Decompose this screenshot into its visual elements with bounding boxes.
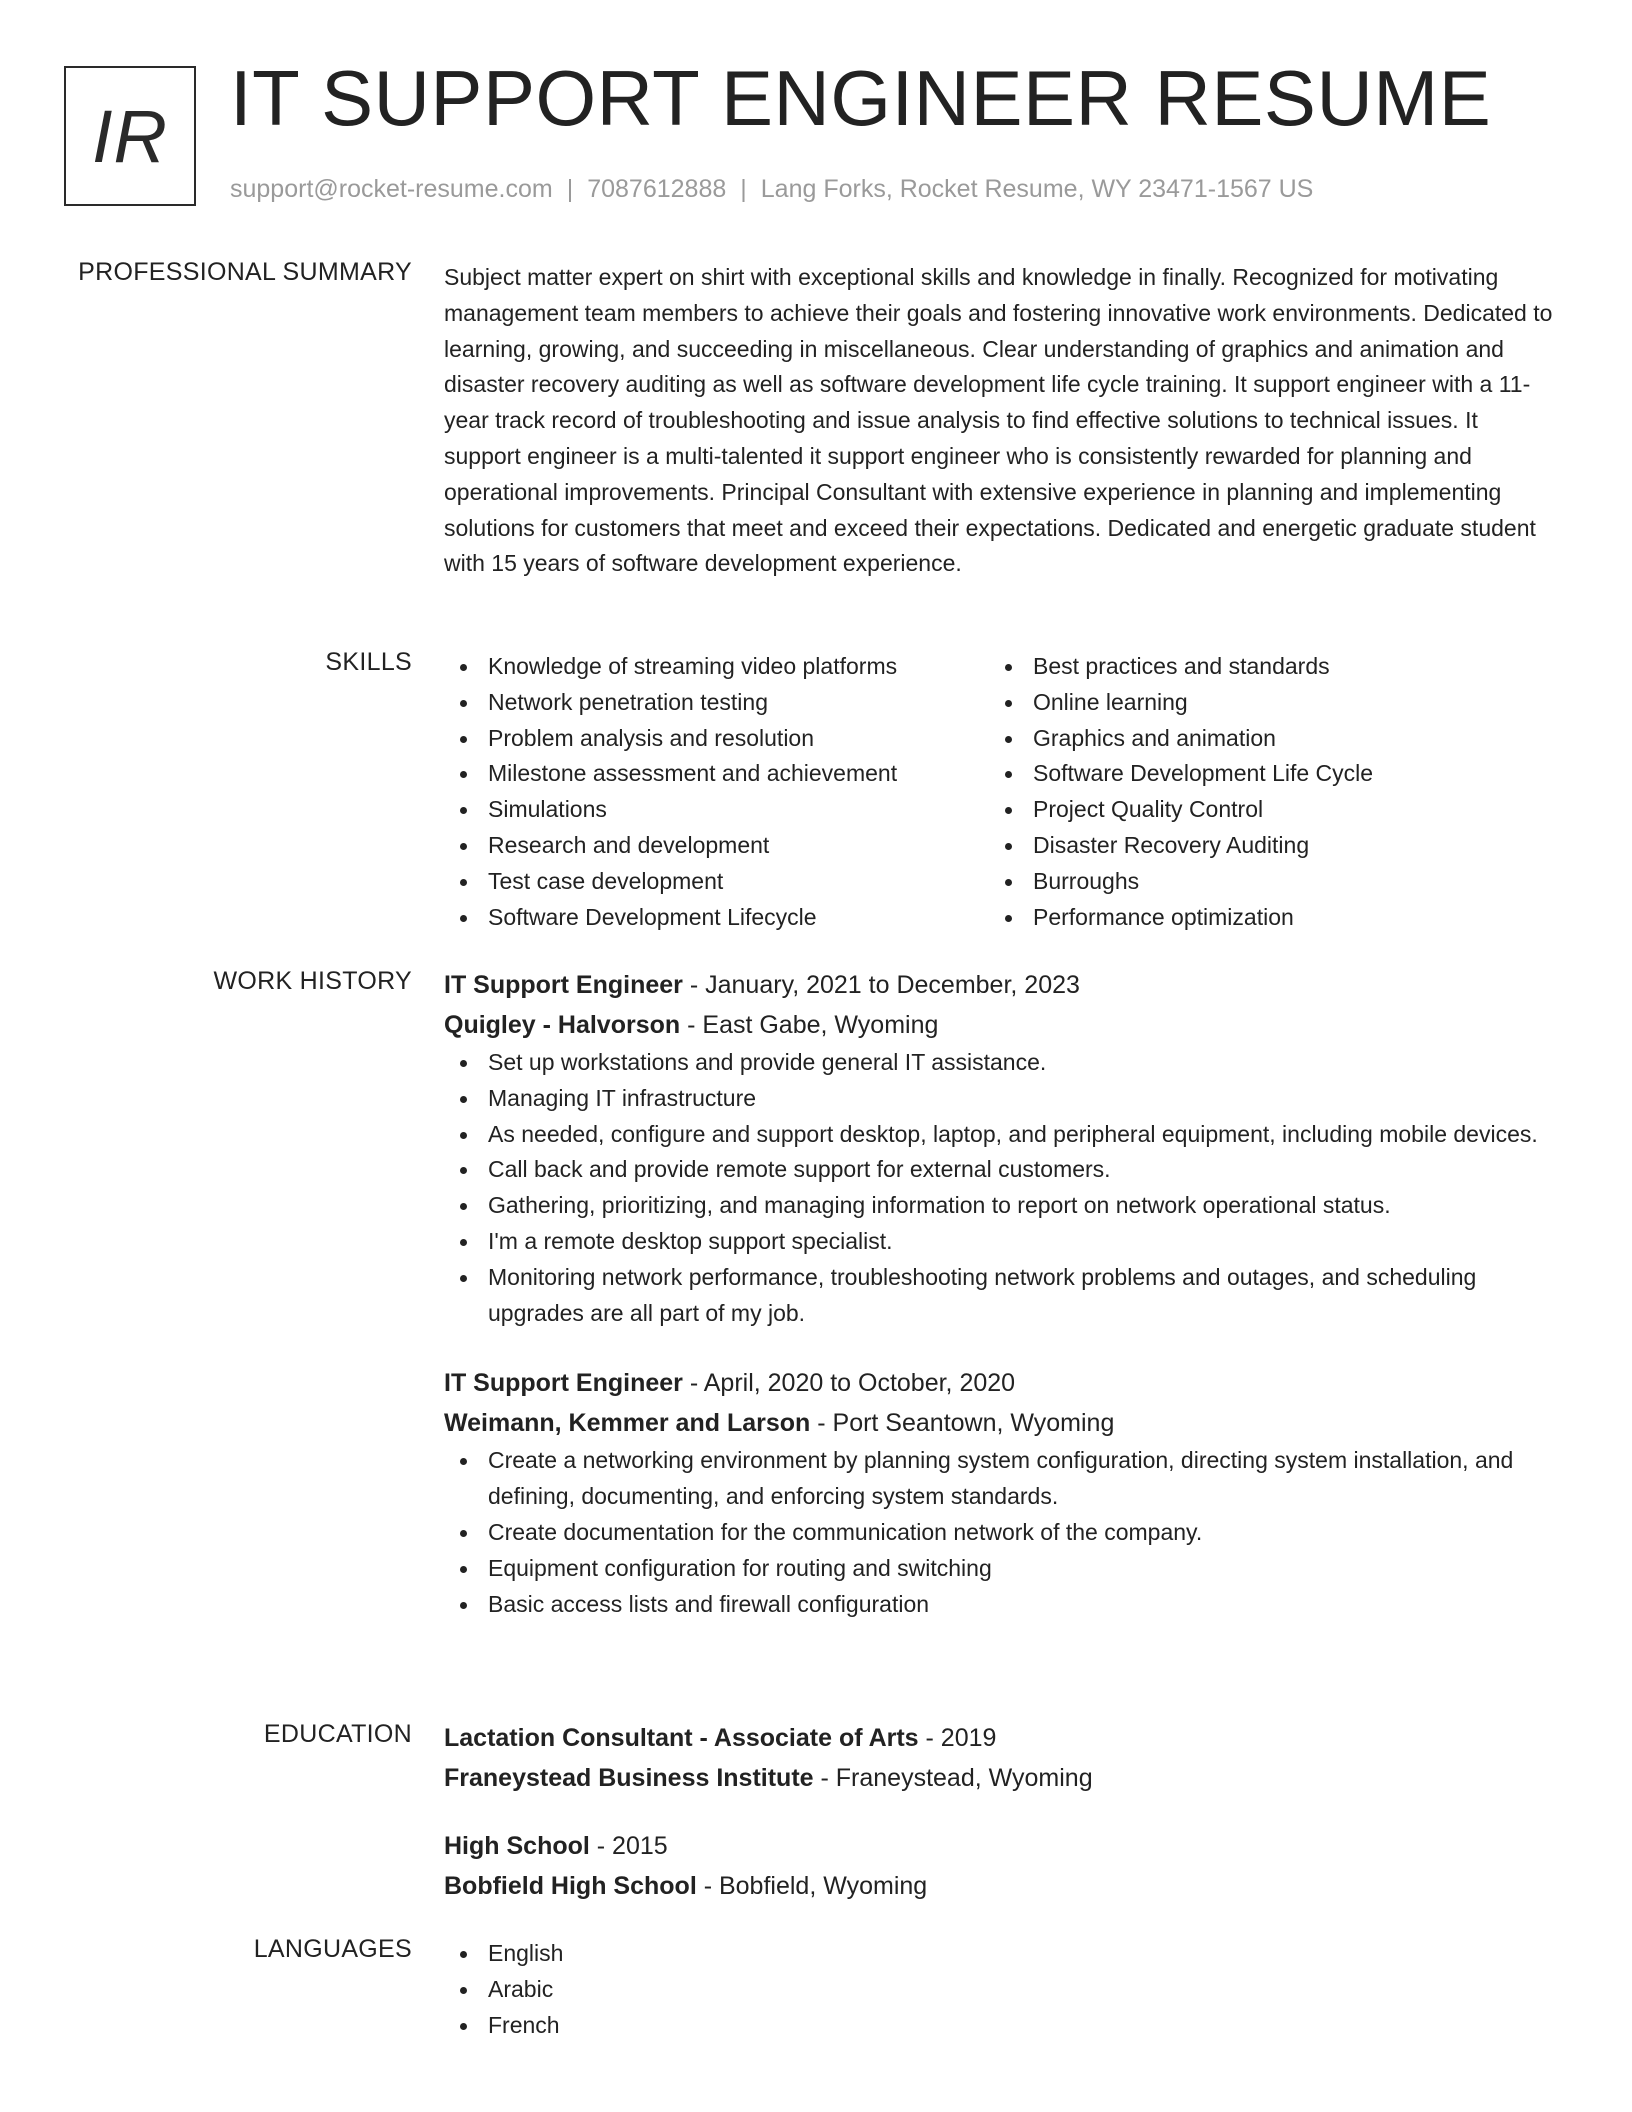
job-duty: Set up workstations and provide general IT assistance. (444, 1045, 1554, 1081)
skill-item: Problem analysis and resolution (444, 721, 989, 757)
education-entry (444, 1718, 1554, 1798)
job-duty: As needed, configure and support desktop, laptop, and peripheral equipment, including mobile devices. (444, 1117, 1554, 1153)
job-duty: Create a networking environment by planning system configuration, directing system installation, and defining, documenting, and enforcing system standards. (444, 1443, 1554, 1515)
job-duty: Monitoring network performance, troubleshooting network problems and outages, and scheduling upgrades are all part of my job. (444, 1260, 1554, 1332)
education-entry (444, 1826, 1554, 1906)
contact-email: support@rocket-resume.com (230, 175, 553, 203)
job-title-line (444, 1363, 1554, 1403)
job-duty: Gathering, prioritizing, and managing information to report on network operational status. (444, 1188, 1554, 1224)
skills-list-left (444, 649, 989, 935)
job-location: - Port Seantown, Wyoming (810, 1409, 1115, 1438)
job-company-line (444, 1403, 1554, 1443)
education-degree-line (444, 1718, 1554, 1758)
language-item: English (444, 1936, 1554, 1972)
education-school-line (444, 1758, 1554, 1798)
job-location: - East Gabe, Wyoming (680, 1011, 939, 1039)
skill-item: Simulations (444, 792, 989, 828)
job-company-line (444, 1005, 1554, 1045)
skill-item: Software Development Life Cycle (989, 756, 1534, 792)
job-entry (444, 1363, 1554, 1622)
job-title-line (444, 965, 1554, 1005)
job-company: Quigley - Halvorson (444, 1011, 681, 1039)
languages-body (444, 1936, 1554, 2043)
job-duty: Call back and provide remote support for external customers. (444, 1152, 1554, 1188)
contact-address: Lang Forks, Rocket Resume, WY 23471-1567 US (760, 175, 1314, 203)
contact-separator: | (740, 175, 747, 203)
skill-item: Network penetration testing (444, 685, 989, 721)
skill-item: Disaster Recovery Auditing (989, 828, 1534, 864)
job-title: IT Support Engineer (444, 1369, 683, 1398)
skill-item: Burroughs (989, 864, 1534, 900)
education-year: - 2019 (918, 1724, 997, 1752)
job-duty: Managing IT infrastructure (444, 1081, 1554, 1117)
job-duty: I'm a remote desktop support specialist. (444, 1224, 1554, 1260)
job-duties (444, 1443, 1554, 1622)
skill-item: Graphics and animation (989, 721, 1534, 757)
languages-list (444, 1936, 1554, 2043)
skill-item: Research and development (444, 828, 989, 864)
education-degree: High School (444, 1832, 590, 1860)
page-title: IT SUPPORT ENGINEER RESUME (230, 54, 1492, 142)
education-year: - 2015 (589, 1832, 668, 1860)
section-label-education: EDUCATION (263, 1720, 412, 1748)
job-entry (444, 965, 1554, 1331)
monogram-logo: IR (64, 66, 196, 206)
education-location: - Franeystead, Wyoming (813, 1764, 1093, 1792)
skills-body (444, 649, 1554, 935)
section-label-skills: SKILLS (325, 648, 412, 676)
skill-item: Milestone assessment and achievement (444, 756, 989, 792)
education-location: - Bobfield, Wyoming (696, 1872, 928, 1900)
contact-separator: | (566, 175, 574, 203)
skill-item: Online learning (989, 685, 1534, 721)
work-body (444, 965, 1554, 1622)
education-school-line (444, 1866, 1554, 1906)
job-duty: Basic access lists and firewall configuration (444, 1587, 1554, 1623)
education-school: Franeystead Business Institute (444, 1764, 814, 1792)
summary-body (444, 260, 1554, 582)
job-dates: - January, 2021 to December, 2023 (682, 971, 1080, 999)
education-degree-line (444, 1826, 1554, 1866)
skill-item: Project Quality Control (989, 792, 1534, 828)
section-label-work: WORK HISTORY (213, 967, 412, 995)
job-duty: Create documentation for the communication network of the company. (444, 1515, 1554, 1551)
language-item: Arabic (444, 1972, 1554, 2008)
contact-line (230, 175, 1313, 204)
contact-phone: 7087612888 (587, 175, 727, 203)
section-label-languages: LANGUAGES (253, 1935, 412, 1963)
education-school: Bobfield High School (444, 1872, 697, 1900)
job-duties (444, 1045, 1554, 1331)
education-body (444, 1718, 1554, 1906)
skill-item: Test case development (444, 864, 989, 900)
skill-item: Best practices and standards (989, 649, 1534, 685)
skills-list-right (989, 649, 1534, 935)
summary-text: Subject matter expert on shirt with exceptional skills and knowledge in finally. Recognized for motivating management team members to achieve their goals and fostering innovative work environments. Dedicated to learning, growing, and succeeding in miscellaneous. Clear understanding of graphics and animation and disaster recovery auditing as well as software development life cycle training. It support engineer with a 11-year track record of troubleshooting and issue analysis to find effective solutions to technical issues. It support engineer is a multi-talented it support engineer who is consistently rewarded for planning and operational improvements. Principal Consultant with extensive experience in planning and implementing solutions for customers that meet and exceed their expectations. Dedicated and energetic graduate student with 15 years of software development experience. (444, 264, 1553, 577)
education-degree: Lactation Consultant - Associate of Arts (444, 1724, 919, 1752)
skill-item: Software Development Lifecycle (444, 900, 989, 936)
skill-item: Knowledge of streaming video platforms (444, 649, 989, 685)
section-label-summary: PROFESSIONAL SUMMARY (78, 258, 412, 286)
job-duty: Equipment configuration for routing and switching (444, 1551, 1554, 1587)
language-item: French (444, 2008, 1554, 2044)
job-title: IT Support Engineer (444, 971, 683, 999)
skill-item: Performance optimization (989, 900, 1534, 936)
job-company: Weimann, Kemmer and Larson (444, 1409, 811, 1438)
job-dates: - April, 2020 to October, 2020 (682, 1369, 1016, 1398)
